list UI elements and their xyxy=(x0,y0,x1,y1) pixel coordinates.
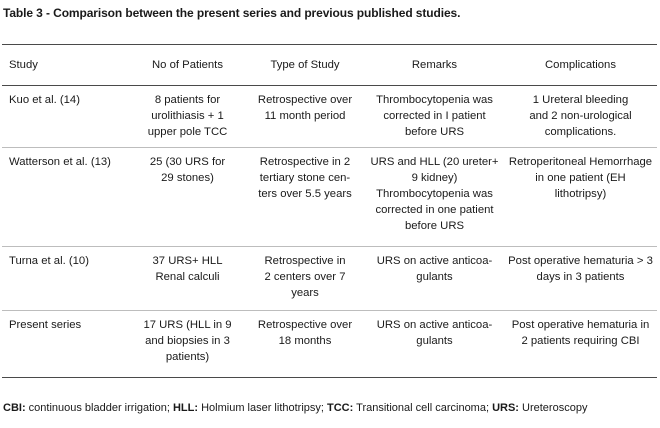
cell-line: 2 centers over 7 xyxy=(264,271,346,283)
cell-line: 11 month period xyxy=(264,110,346,122)
cell-line: Thrombocytopenia was xyxy=(376,94,493,106)
cell-remarks xyxy=(365,311,504,378)
cell-line: days in 3 patients xyxy=(536,271,625,283)
table-header-row xyxy=(2,45,657,86)
abbr-term: CBI: xyxy=(3,402,26,414)
cell-complications xyxy=(504,86,657,148)
cell-line: ters over 5.5 years xyxy=(258,188,352,200)
cell-line: 25 (30 URS for xyxy=(149,156,226,168)
cell-patients xyxy=(130,148,245,247)
cell-patients xyxy=(130,311,245,378)
cell-line: 1 Ureteral bleeding xyxy=(532,94,629,106)
cell-line: lithotripsy) xyxy=(554,188,607,200)
cell-line: Retrospective in 2 xyxy=(259,156,351,168)
table-row xyxy=(2,86,657,148)
header-study: Study xyxy=(2,45,130,86)
cell-complications xyxy=(504,311,657,378)
cell-line: 37 URS+ HLL xyxy=(152,255,223,267)
cell-line: Retrospective in xyxy=(264,255,346,267)
cell-line: Retrospective over xyxy=(257,94,353,106)
cell-line: 29 stones) xyxy=(161,172,214,184)
cell-line: before URS xyxy=(404,126,465,138)
abbreviations-footnote xyxy=(3,402,587,414)
cell-study: Watterson et al. (13) xyxy=(2,148,130,247)
cell-complications xyxy=(504,247,657,311)
abbr-definition: continuous bladder irrigation; xyxy=(25,402,173,414)
cell-patients xyxy=(130,86,245,148)
cell-remarks xyxy=(365,247,504,311)
cell-line: and biopsies in 3 xyxy=(145,335,230,347)
cell-line: Retrospective over xyxy=(257,319,353,331)
cell-patients xyxy=(130,247,245,311)
cell-line: Retroperitoneal Hemorrhage xyxy=(508,156,653,168)
cell-study: Turna et al. (10) xyxy=(2,247,130,311)
cell-complications xyxy=(504,148,657,247)
cell-line: in one patient (EH xyxy=(535,172,626,184)
cell-type xyxy=(245,247,365,311)
cell-line: upper pole TCC xyxy=(147,126,228,138)
cell-line: URS on active anticoa- xyxy=(376,255,493,267)
cell-line: corrected in one patient xyxy=(375,204,494,216)
cell-line: Post operative hematuria in xyxy=(511,319,650,331)
cell-line: years xyxy=(291,287,319,299)
table-caption: Table 3 - Comparison between the present series and previous published studies. xyxy=(3,6,461,20)
abbr-definition: Transitional cell carcinoma; xyxy=(353,402,493,414)
comparison-table xyxy=(2,44,657,378)
cell-line: 17 URS (HLL in 9 xyxy=(143,319,232,331)
header-no-of-patients: No of Patients xyxy=(130,45,245,86)
cell-study: Kuo et al. (14) xyxy=(2,86,130,148)
cell-line: Thrombocytopenia was xyxy=(376,188,493,200)
abbr-term: HLL: xyxy=(172,402,199,414)
cell-line: URS on active anticoa- xyxy=(376,319,493,331)
cell-type xyxy=(245,148,365,247)
cell-line: 9 kidney) xyxy=(411,172,458,184)
header-type-of-study: Type of Study xyxy=(245,45,365,86)
abbr-definition: Ureteroscopy xyxy=(518,402,588,414)
cell-study: Present series xyxy=(2,311,130,378)
cell-line: 8 patients for xyxy=(154,94,221,106)
abbr-definition: Holmium laser lithotripsy; xyxy=(198,402,328,414)
abbr-term: URS: xyxy=(492,402,519,414)
header-complications: Complications xyxy=(504,45,657,86)
cell-type xyxy=(245,311,365,378)
cell-line: gulants xyxy=(416,271,453,283)
cell-line: Renal calculi xyxy=(155,271,220,283)
cell-line: complications. xyxy=(544,126,617,138)
table-row xyxy=(2,311,657,378)
cell-line: 18 months xyxy=(278,335,332,347)
table-row xyxy=(2,148,657,247)
cell-line: before URS xyxy=(404,220,465,232)
cell-line: urolithiasis + 1 xyxy=(151,110,224,122)
cell-remarks xyxy=(365,86,504,148)
cell-line: Post operative hematuria > 3 xyxy=(508,255,653,267)
cell-line: corrected in I patient xyxy=(383,110,486,122)
cell-type xyxy=(245,86,365,148)
cell-line: and 2 non-urological xyxy=(529,110,632,122)
abbr-term: TCC: xyxy=(327,402,354,414)
header-remarks: Remarks xyxy=(365,45,504,86)
table-row xyxy=(2,247,657,311)
cell-line: patients) xyxy=(165,351,210,363)
cell-line: gulants xyxy=(416,335,453,347)
cell-line: tertiary stone cen- xyxy=(259,172,351,184)
cell-remarks xyxy=(365,148,504,247)
cell-line: 2 patients requiring CBI xyxy=(521,335,640,347)
cell-line: URS and HLL (20 ureter+ xyxy=(370,156,499,168)
